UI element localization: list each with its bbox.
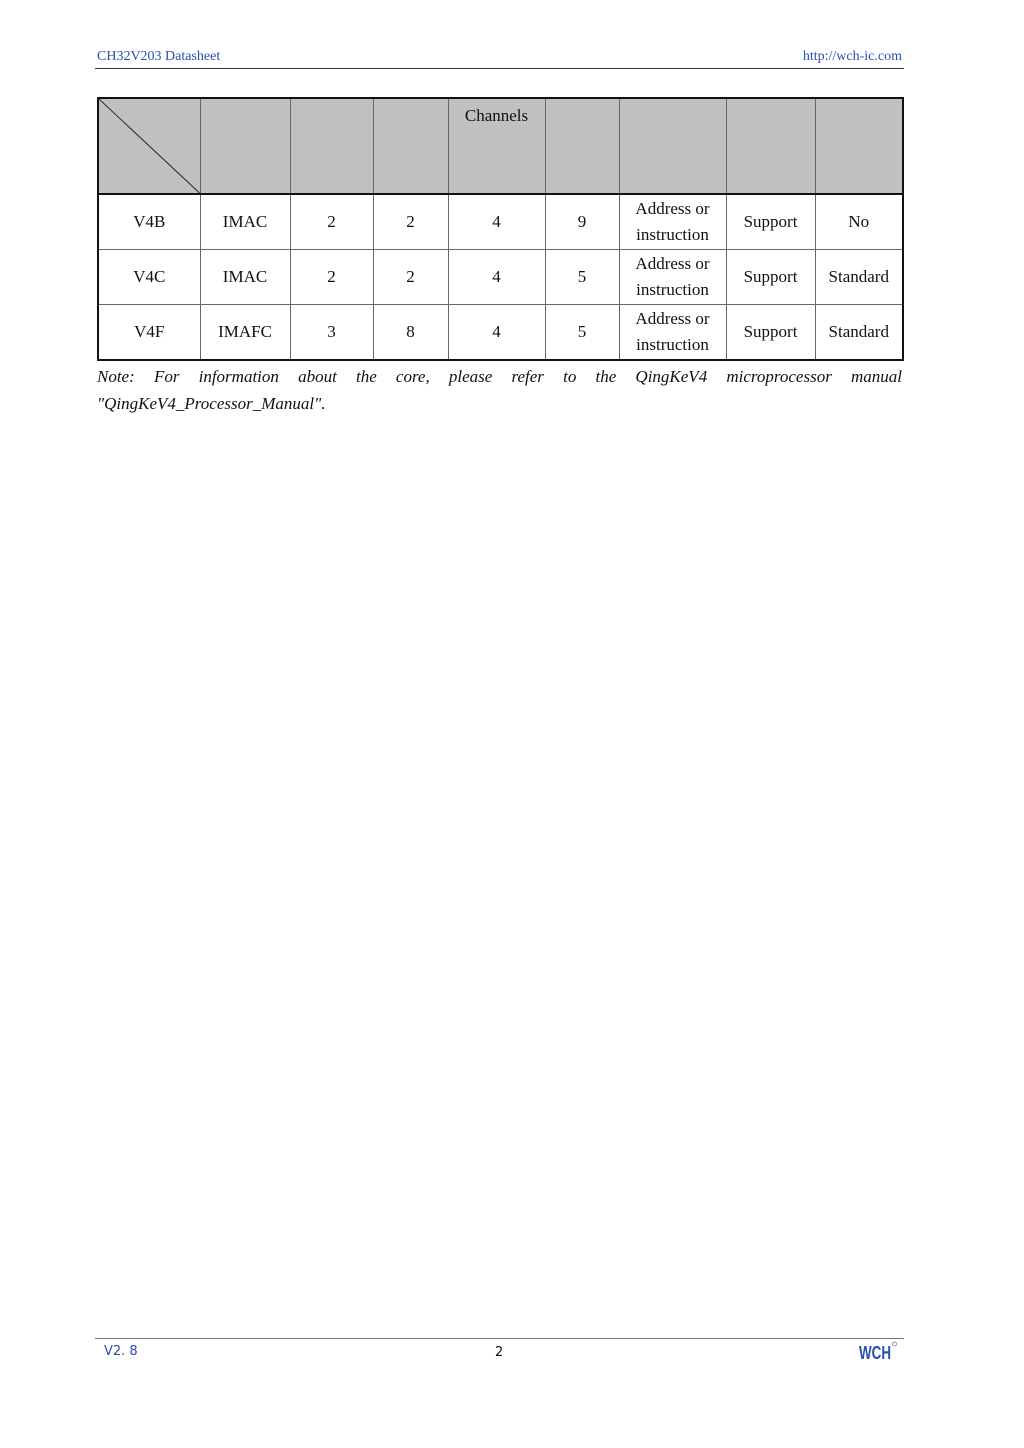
header-cell — [200, 98, 290, 194]
table-cell: 9 — [545, 194, 619, 250]
cell-line: Address or — [635, 199, 710, 218]
header-cell — [619, 98, 726, 194]
table-row — [98, 305, 903, 361]
footer-page-number: 2 — [495, 1345, 504, 1360]
cell-line: Address or — [635, 254, 710, 273]
core-spec-table — [97, 97, 904, 361]
svg-text:WCH: WCH — [859, 1343, 891, 1362]
table-cell: Standard — [815, 250, 903, 305]
header-cell — [726, 98, 815, 194]
table-cell: V4B — [98, 194, 200, 250]
table-cell: V4F — [98, 305, 200, 361]
table-cell: Support — [726, 194, 815, 250]
table-cell: V4C — [98, 250, 200, 305]
table-cell: 3 — [290, 305, 373, 361]
table-cell: IMAC — [200, 194, 290, 250]
header-cell — [290, 98, 373, 194]
table-cell: No — [815, 194, 903, 250]
cell-line: Address or — [635, 309, 710, 328]
table-cell: 2 — [290, 194, 373, 250]
header-cell-channels: Channels — [448, 98, 545, 194]
table-header-row — [98, 98, 903, 194]
table-cell: IMAC — [200, 250, 290, 305]
header-website-link[interactable]: http://wch-ic.com — [802, 49, 902, 64]
table-cell: 5 — [545, 250, 619, 305]
header-cell — [545, 98, 619, 194]
footer-rule — [95, 1338, 904, 1339]
table-row — [98, 250, 903, 305]
table-cell: 2 — [373, 250, 448, 305]
header-doc-title: CH32V203 Datasheet — [97, 49, 221, 64]
table-cell: 8 — [373, 305, 448, 361]
cell-line: instruction — [636, 280, 709, 299]
table-cell-multiline — [619, 305, 726, 361]
table-row — [98, 194, 903, 250]
diagonal-header-cell — [98, 98, 200, 194]
table-cell: 2 — [373, 194, 448, 250]
footer-version: V2. 8 — [104, 1344, 138, 1359]
wch-logo-icon — [858, 1340, 898, 1362]
table-cell: 4 — [448, 194, 545, 250]
table-note — [97, 363, 902, 417]
table-cell: 4 — [448, 250, 545, 305]
table-cell: Support — [726, 250, 815, 305]
table-cell: Standard — [815, 305, 903, 361]
table-cell: 4 — [448, 305, 545, 361]
table-cell-multiline — [619, 194, 726, 250]
header-rule — [95, 68, 904, 69]
table-cell-multiline — [619, 250, 726, 305]
header-cell — [815, 98, 903, 194]
table-cell: Support — [726, 305, 815, 361]
note-line-2: "QingKeV4_Processor_Manual". — [97, 394, 326, 413]
cell-line: instruction — [636, 335, 709, 354]
table-cell: IMAFC — [200, 305, 290, 361]
diagonal-line — [99, 99, 200, 193]
cell-line: instruction — [636, 225, 709, 244]
note-line-1: Note: For information about the core, please refer to the QingKeV4 microprocessor manual — [97, 367, 902, 386]
table-cell: 5 — [545, 305, 619, 361]
header-cell — [373, 98, 448, 194]
table-cell: 2 — [290, 250, 373, 305]
